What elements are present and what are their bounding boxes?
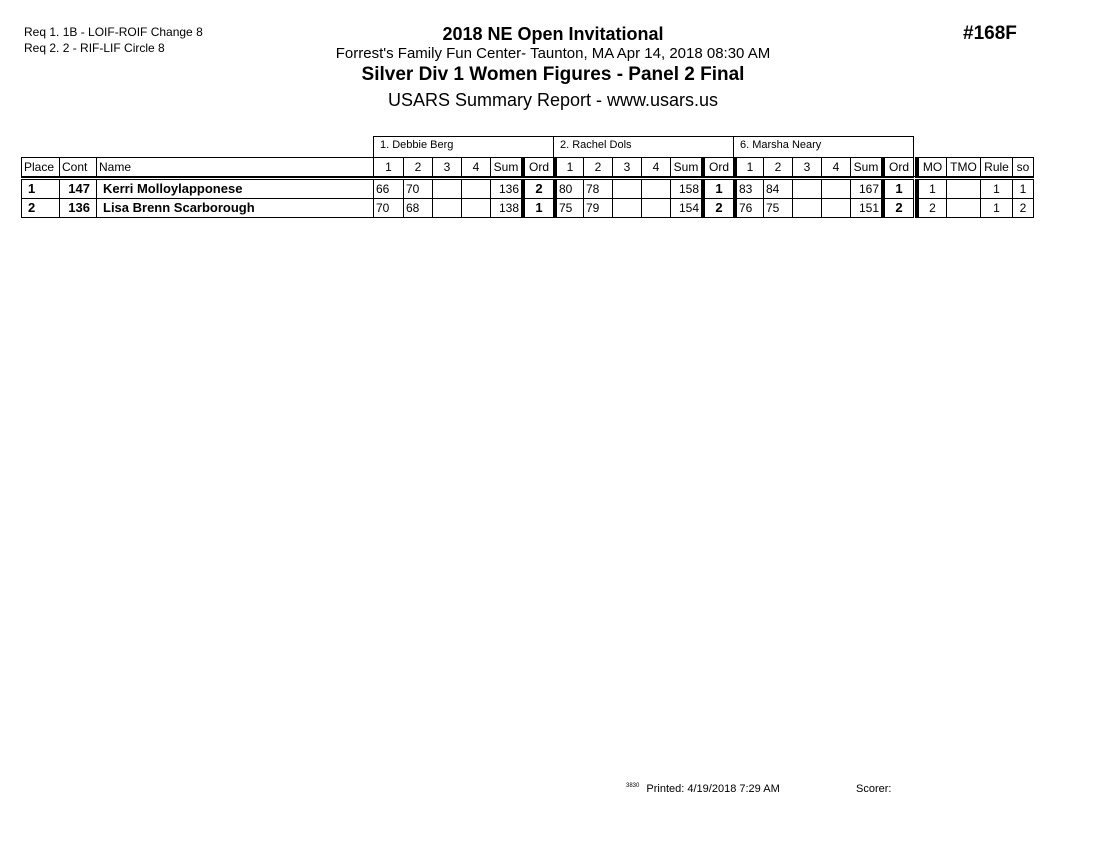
column-header-tmo: TMO bbox=[946, 157, 981, 178]
skater-name: Lisa Brenn Scarborough bbox=[96, 198, 374, 218]
tmo-cell bbox=[946, 198, 981, 218]
judge3-s1-cell: 83 bbox=[733, 179, 764, 199]
column-header-judge1-s4: 4 bbox=[461, 157, 491, 178]
column-header-judge3-s4: 4 bbox=[821, 157, 851, 178]
mo-cell: 1 bbox=[915, 179, 947, 199]
judge-header-3: 6. Marsha Neary bbox=[733, 136, 914, 158]
judge3-s3-cell bbox=[792, 198, 822, 218]
judge2-sum-cell: 154 bbox=[670, 198, 702, 218]
judge3-s4-cell bbox=[821, 198, 851, 218]
place-cell: 1 bbox=[21, 179, 60, 199]
judge2-s2-cell: 79 bbox=[583, 198, 613, 218]
report-line: USARS Summary Report - www.usars.us bbox=[387, 90, 719, 110]
judge3-s2-cell: 84 bbox=[763, 179, 793, 199]
column-header-judge3-sum: Sum bbox=[850, 157, 882, 178]
report-code: 3830 bbox=[626, 783, 640, 789]
judge1-s3-cell bbox=[432, 198, 462, 218]
column-header-judge2-s1: 1 bbox=[553, 157, 584, 178]
requirement-2: Req 2. 2 - RIF-LIF Circle 8 bbox=[24, 41, 165, 55]
judge3-sum-cell: 151 bbox=[850, 198, 882, 218]
cont-cell: 147 bbox=[59, 179, 97, 199]
requirement-1: Req 1. 1B - LOIF-ROIF Change 8 bbox=[24, 25, 203, 39]
event-number: #168F bbox=[963, 23, 1017, 44]
column-header-judge1-ord: Ord bbox=[521, 157, 554, 178]
skater-name: Kerri Molloylapponese bbox=[96, 179, 374, 199]
judge1-ord-cell: 1 bbox=[521, 198, 554, 218]
column-header-judge1-sum: Sum bbox=[490, 157, 522, 178]
judge1-s1-cell: 70 bbox=[373, 198, 404, 218]
column-header-judge1-s3: 3 bbox=[432, 157, 462, 178]
column-header-judge2-ord: Ord bbox=[701, 157, 734, 178]
header-divider bbox=[21, 176, 1034, 178]
column-header-name: Name bbox=[96, 157, 374, 178]
judge2-s4-cell bbox=[641, 198, 671, 218]
column-header-judge3-s3: 3 bbox=[792, 157, 822, 178]
judge3-s2-cell: 75 bbox=[763, 198, 793, 218]
judge2-s1-cell: 80 bbox=[553, 179, 584, 199]
judge3-s3-cell bbox=[792, 179, 822, 199]
judge1-s1-cell: 66 bbox=[373, 179, 404, 199]
column-header-rule: Rule bbox=[980, 157, 1013, 178]
judge2-ord-cell: 2 bbox=[701, 198, 734, 218]
footer-printed bbox=[626, 783, 780, 795]
cont-cell: 136 bbox=[59, 198, 97, 218]
venue-line: Forrest's Family Fun Center- Taunton, MA Apr 14, 2018 08:30 AM bbox=[335, 45, 771, 62]
judge2-sum-cell: 158 bbox=[670, 179, 702, 199]
judge2-ord-cell: 1 bbox=[701, 179, 734, 199]
judge2-s1-cell: 75 bbox=[553, 198, 584, 218]
column-header-so: so bbox=[1012, 157, 1034, 178]
column-header-judge2-s3: 3 bbox=[612, 157, 642, 178]
column-header-judge2-s2: 2 bbox=[583, 157, 613, 178]
event-title: 2018 NE Open Invitational bbox=[442, 24, 664, 44]
column-header-place: Place bbox=[21, 157, 60, 178]
rule-cell: 1 bbox=[980, 198, 1013, 218]
judge1-s2-cell: 70 bbox=[403, 179, 433, 199]
column-header-judge1-s1: 1 bbox=[373, 157, 404, 178]
column-header-mo: MO bbox=[915, 157, 947, 178]
judge2-s4-cell bbox=[641, 179, 671, 199]
judge1-s3-cell bbox=[432, 179, 462, 199]
so-cell: 1 bbox=[1012, 179, 1034, 199]
judge-header-1: 1. Debbie Berg bbox=[373, 136, 554, 158]
event-subtitle: Silver Div 1 Women Figures - Panel 2 Final bbox=[361, 64, 745, 85]
judge2-s2-cell: 78 bbox=[583, 179, 613, 199]
judge1-s4-cell bbox=[461, 198, 491, 218]
column-header-judge3-ord: Ord bbox=[881, 157, 914, 178]
column-header-judge2-sum: Sum bbox=[670, 157, 702, 178]
so-cell: 2 bbox=[1012, 198, 1034, 218]
judge1-sum-cell: 136 bbox=[490, 179, 522, 199]
judge3-ord-cell: 1 bbox=[881, 179, 914, 199]
judge1-ord-cell: 2 bbox=[521, 179, 554, 199]
judge1-s2-cell: 68 bbox=[403, 198, 433, 218]
judge3-s1-cell: 76 bbox=[733, 198, 764, 218]
printed-timestamp: Printed: 4/19/2018 7:29 AM bbox=[646, 783, 780, 795]
column-header-judge3-s1: 1 bbox=[733, 157, 764, 178]
judge2-s3-cell bbox=[612, 198, 642, 218]
column-header-judge1-s2: 2 bbox=[403, 157, 433, 178]
tmo-cell bbox=[946, 179, 981, 199]
column-header-cont: Cont bbox=[59, 157, 97, 178]
judge3-ord-cell: 2 bbox=[881, 198, 914, 218]
judge1-sum-cell: 138 bbox=[490, 198, 522, 218]
column-header-judge3-s2: 2 bbox=[763, 157, 793, 178]
judge1-s4-cell bbox=[461, 179, 491, 199]
judge2-s3-cell bbox=[612, 179, 642, 199]
place-cell: 2 bbox=[21, 198, 60, 218]
rule-cell: 1 bbox=[980, 179, 1013, 199]
judge3-sum-cell: 167 bbox=[850, 179, 882, 199]
judge-header-2: 2. Rachel Dols bbox=[553, 136, 734, 158]
scorer-label: Scorer: bbox=[856, 783, 892, 795]
column-header-judge2-s4: 4 bbox=[641, 157, 671, 178]
mo-cell: 2 bbox=[915, 198, 947, 218]
judge3-s4-cell bbox=[821, 179, 851, 199]
